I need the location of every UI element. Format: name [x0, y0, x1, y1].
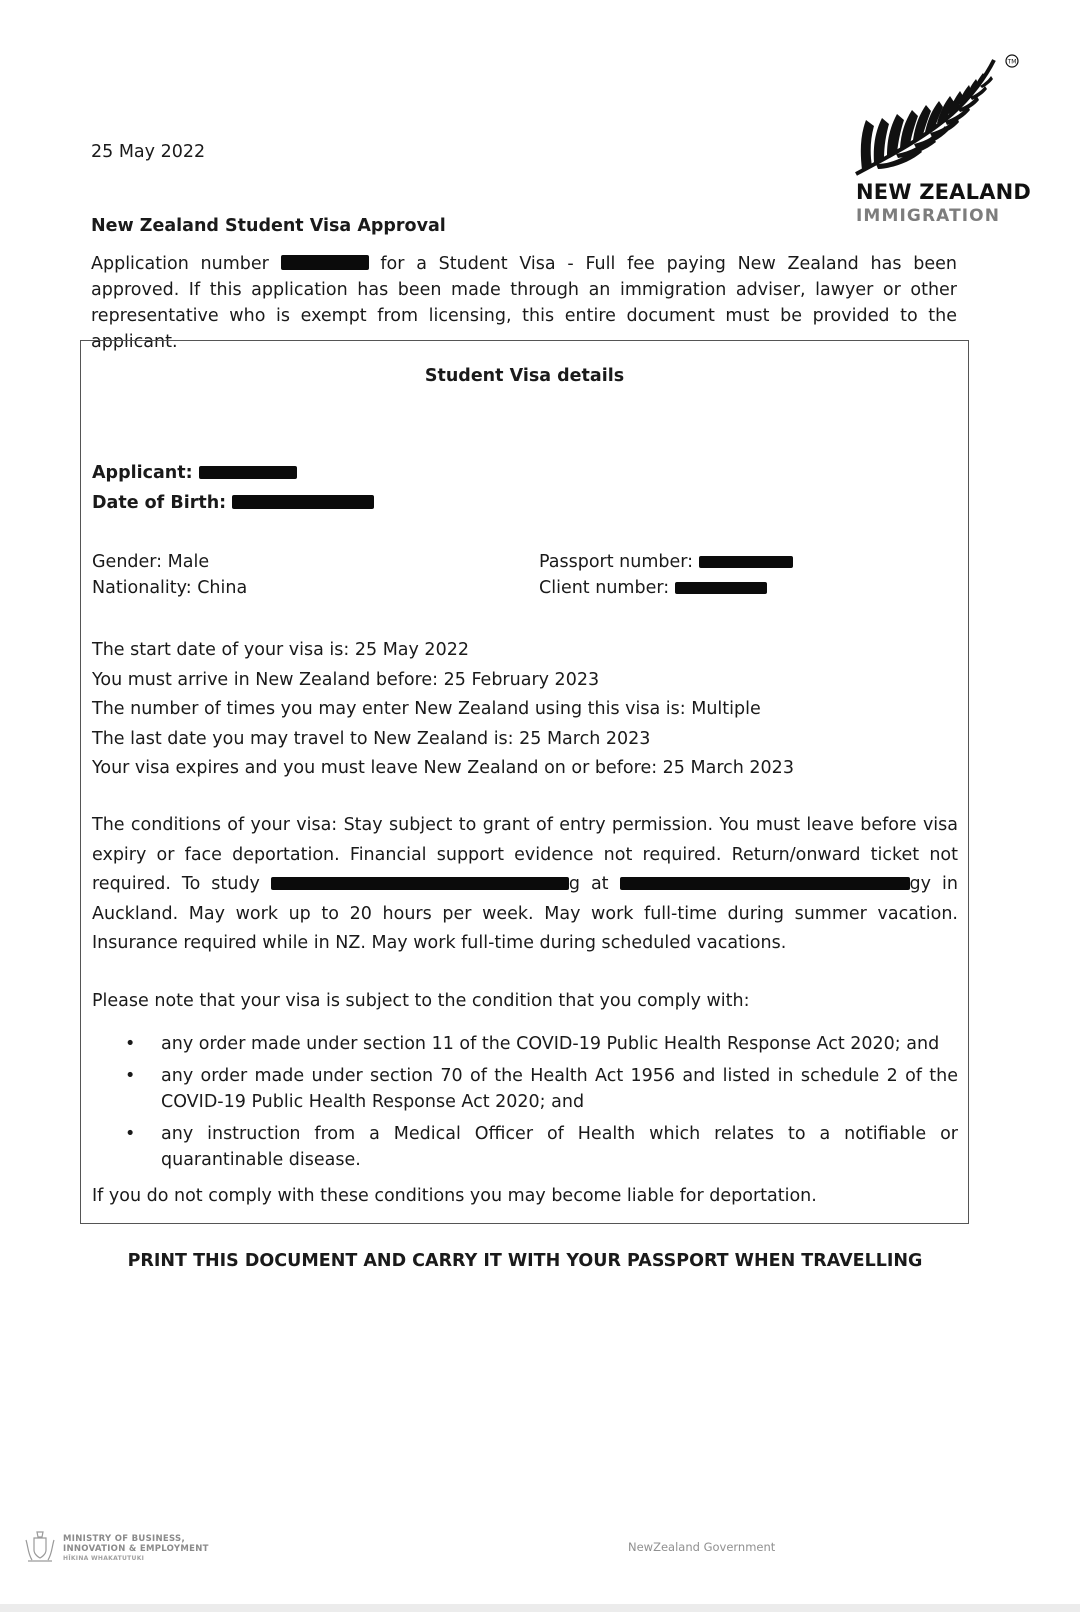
redacted-course-name	[271, 877, 569, 890]
bullet-glyph: •	[125, 1124, 136, 1144]
redacted-applicant-name	[199, 466, 297, 479]
visa-expiry-date: Your visa expires and you must leave New Zealand on or before: 25 March 2023	[92, 758, 794, 778]
list-item	[92, 1031, 958, 1057]
applicant-label: Applicant:	[92, 463, 193, 483]
bullet-glyph: •	[125, 1066, 136, 1086]
conditions-text-part2: in Auckland. May work up to 20 hours per week. May work full-time during summer vacation. Insurance required while in NZ. May work full-time during scheduled vacations.	[92, 874, 958, 953]
arrive-before-date: You must arrive in New Zealand before: 25 February 2023	[92, 669, 600, 690]
visa-dates	[92, 636, 794, 784]
gender: Gender: Male	[92, 552, 210, 572]
intro-before-number: Application number	[91, 254, 269, 274]
deportation-warning: If you do not comply with these conditions you may become liable for deportation.	[92, 1186, 817, 1206]
nationality: Nationality: China	[92, 578, 248, 598]
logo-subtitle: IMMIGRATION	[856, 206, 1001, 226]
nz-immigration-logo	[852, 52, 1032, 230]
silver-fern-icon	[852, 52, 1028, 180]
nz-government-logo: NewZealand Government	[628, 1540, 776, 1554]
passport-label: Passport number:	[539, 552, 694, 572]
conditions-fragment-gy: gy	[909, 874, 931, 894]
visa-details-box	[80, 340, 969, 1224]
dob-label: Date of Birth:	[92, 493, 227, 513]
list-item	[92, 1063, 958, 1115]
redacted-passport-number	[699, 556, 793, 568]
visa-start-date: The start date of your visa is: 25 May 2022	[92, 640, 469, 660]
ministry-footer	[63, 1534, 209, 1564]
letter-date: 25 May 2022	[91, 142, 206, 162]
redacted-institution-name	[620, 877, 910, 890]
conditions-at: at	[590, 874, 609, 894]
redacted-date-of-birth	[232, 495, 374, 509]
conditions-fragment-g: g	[568, 874, 580, 894]
dob-row	[92, 493, 374, 513]
number-of-entries: The number of times you may enter New Zealand using this visa is: Multiple	[92, 699, 761, 719]
compliance-list	[92, 1031, 958, 1179]
ministry-line-1: MINISTRY OF BUSINESS,	[63, 1534, 185, 1544]
trademark-mark: TM	[1007, 58, 1017, 66]
document-title: New Zealand Student Visa Approval	[91, 216, 446, 236]
print-instruction: PRINT THIS DOCUMENT AND CARRY IT WITH YOUR PASSPORT WHEN TRAVELLING	[127, 1251, 923, 1271]
passport-row	[539, 552, 793, 572]
conditions-text-part1: The conditions of your visa: Stay subject to grant of entry permission. You must leave before visa expiry or face deportation. Financial support evidence not required. Return/onward ticket not required. To study	[92, 815, 958, 894]
client-row	[539, 578, 767, 598]
intro-after-number: for a Student Visa - Full fee paying New Zealand has been approved. If this application has been made through an immigration adviser, lawyer or other representative who is exempt from licensing, this entire document must be provided to the applicant.	[91, 254, 957, 352]
client-label: Client number:	[539, 578, 670, 598]
compliance-note: Please note that your visa is subject to the condition that you comply with:	[92, 991, 750, 1011]
last-travel-date: The last date you may travel to New Zealand is: 25 March 2023	[92, 728, 651, 749]
list-item-text: any instruction from a Medical Officer of Health which relates to a notifiable or quarantinable disease.	[161, 1124, 958, 1170]
ministry-line-3: HĪKINA WHAKATUTUKI	[63, 1555, 145, 1562]
logo-title: NEW ZEALAND	[856, 180, 1032, 204]
page-bottom-edge	[0, 1604, 1080, 1612]
applicant-row	[92, 463, 297, 483]
coat-of-arms-icon	[22, 1530, 58, 1564]
redacted-application-number	[281, 255, 369, 270]
bullet-glyph: •	[125, 1034, 136, 1054]
visa-details-heading: Student Visa details	[424, 366, 625, 386]
list-item-text: any order made under section 70 of the Health Act 1956 and listed in schedule 2 of the COVID-19 Public Health Response Act 2020; and	[161, 1066, 958, 1112]
redacted-client-number	[675, 582, 767, 594]
list-item-text: any order made under section 11 of the COVID-19 Public Health Response Act 2020; and	[161, 1034, 940, 1054]
visa-conditions	[92, 811, 958, 959]
ministry-line-2: INNOVATION & EMPLOYMENT	[63, 1544, 209, 1554]
list-item	[92, 1121, 958, 1173]
